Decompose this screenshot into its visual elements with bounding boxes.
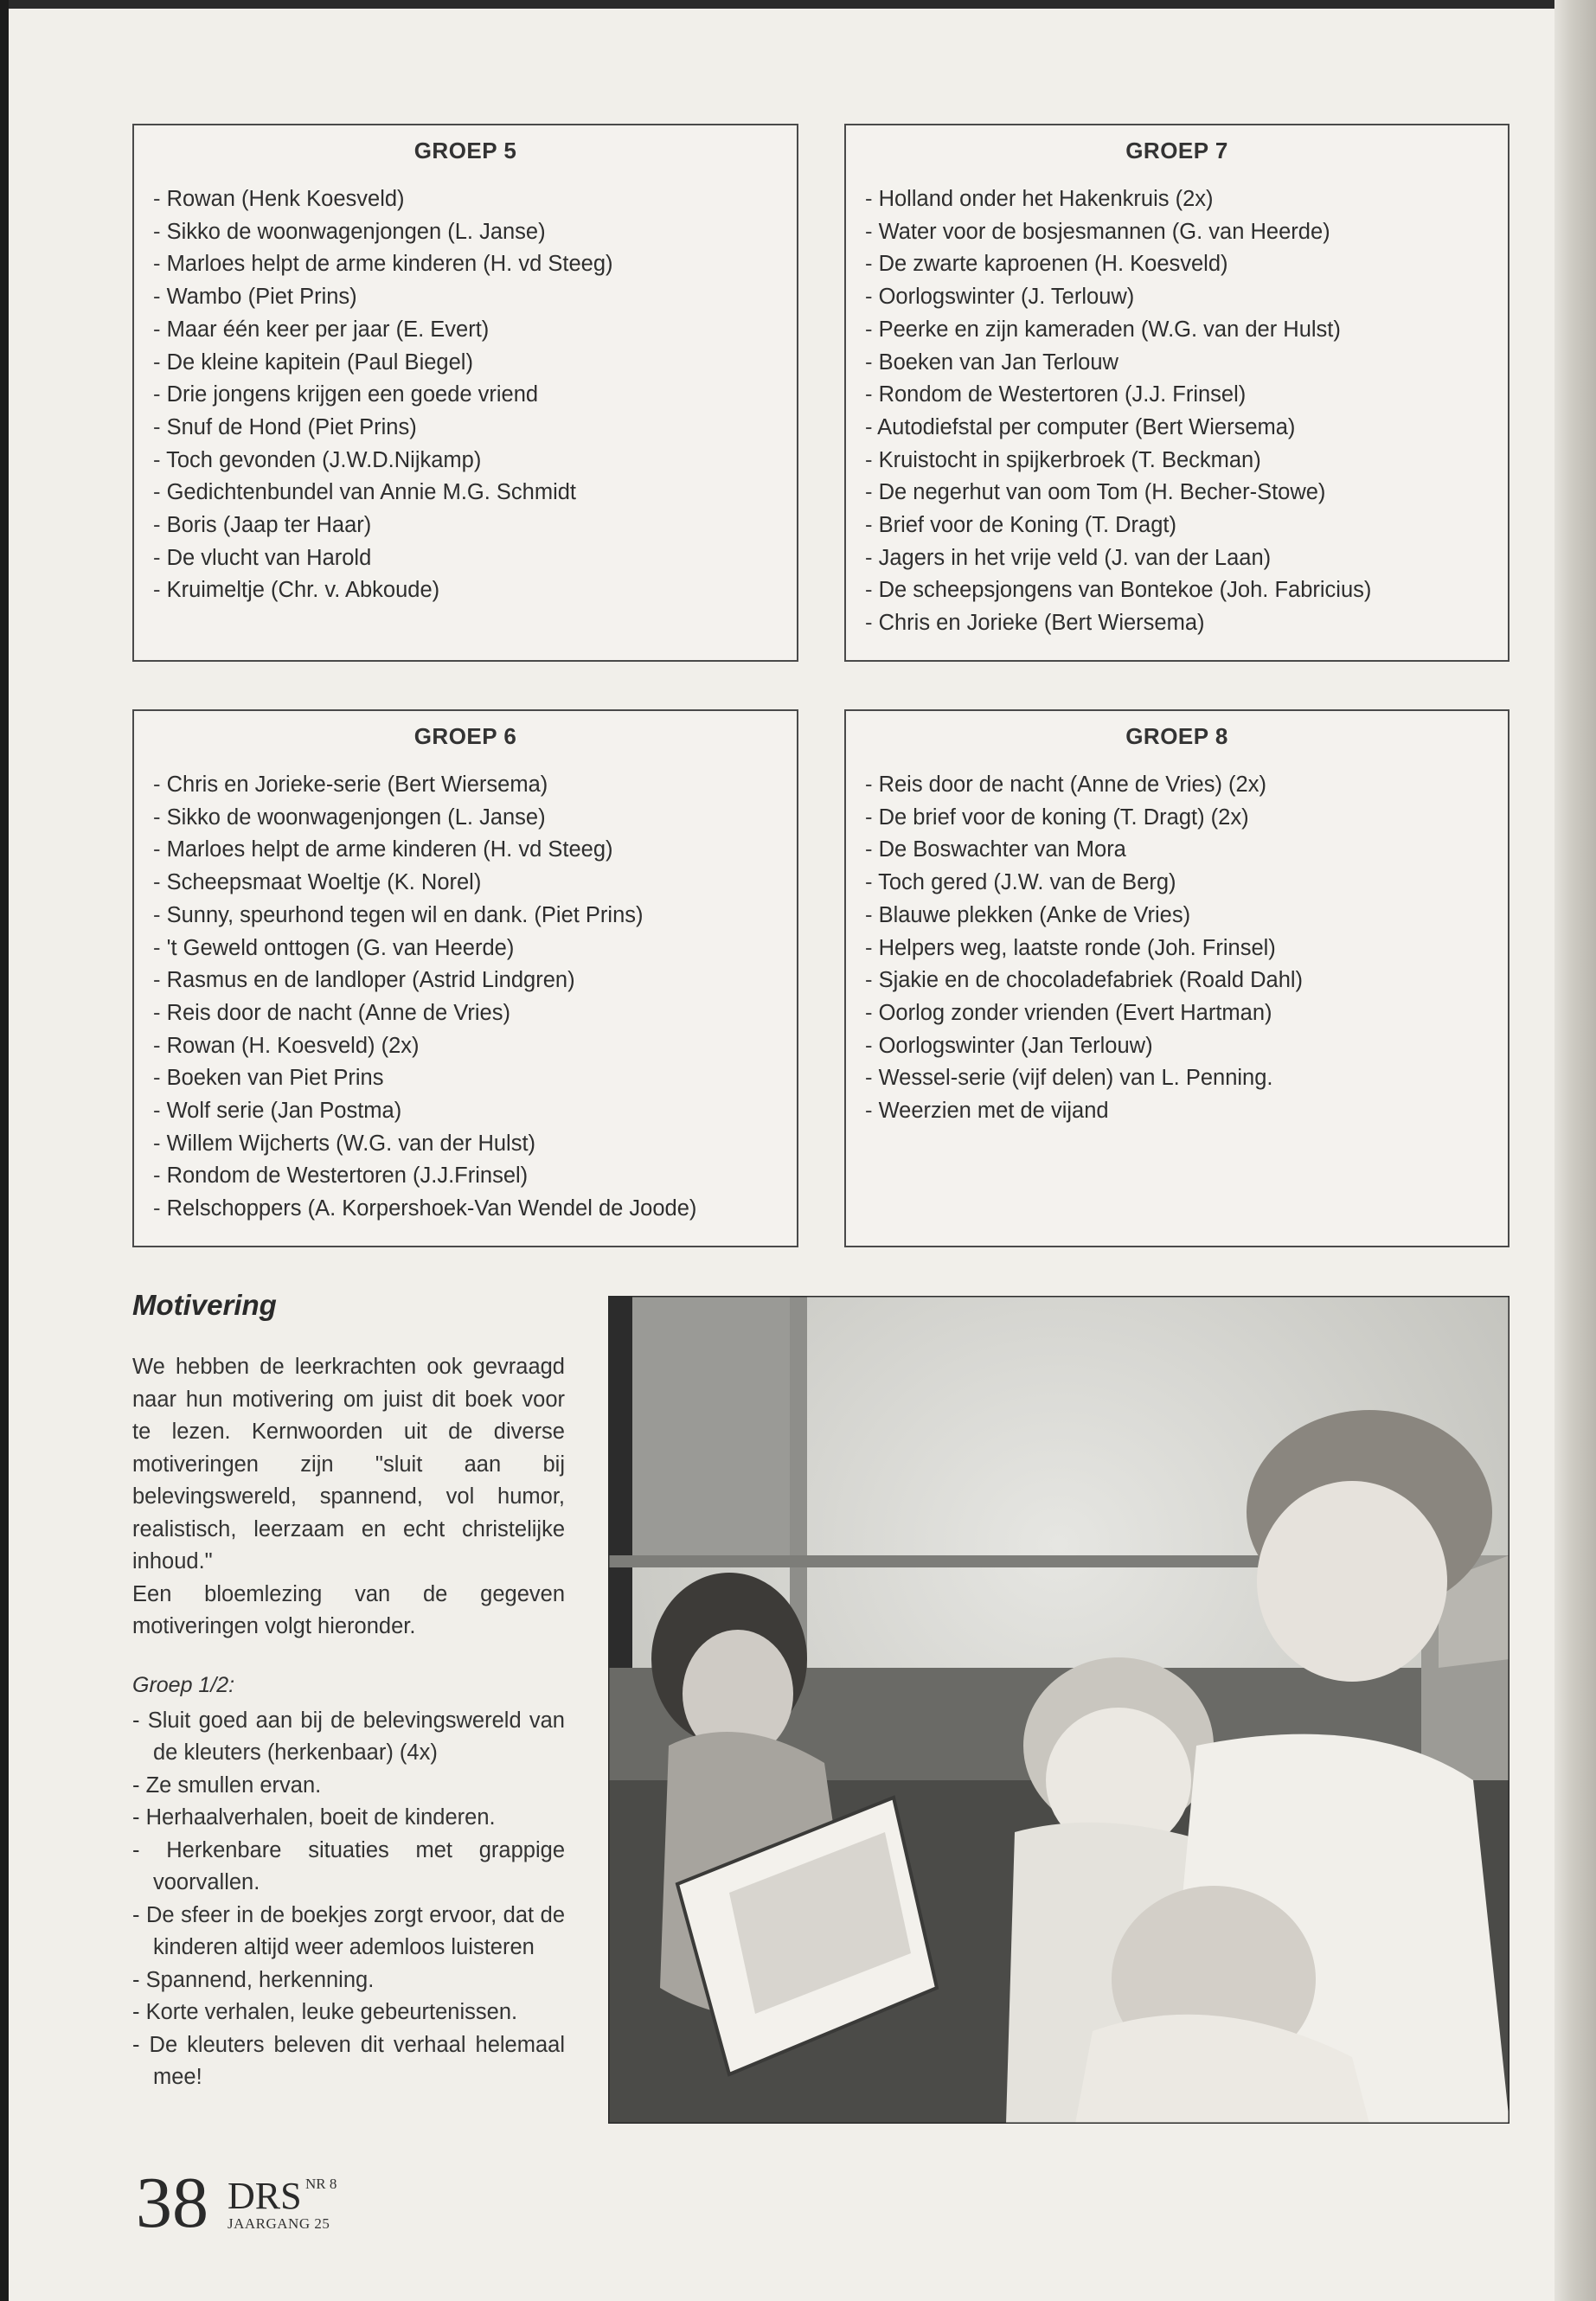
groep5-title: GROEP 5 — [413, 138, 517, 163]
book-item: - Marloes helpt de arme kinderen (H. vd Steeg) — [153, 248, 797, 281]
book-item: - Marloes helpt de arme kinderen (H. vd Steeg) — [153, 834, 797, 867]
issue-number: NR 8 — [305, 2176, 337, 2192]
groep8-title: GROEP 8 — [1125, 723, 1228, 749]
motivering-item: - Korte verhalen, leuke gebeurtenissen. — [132, 1997, 565, 2029]
book-item: - Maar één keer per jaar (E. Evert) — [153, 314, 797, 347]
book-item: - Wolf serie (Jan Postma) — [153, 1095, 797, 1128]
book-item: - Scheepsmaat Woeltje (K. Norel) — [153, 867, 797, 900]
book-item: - Weerzien met de vijand — [865, 1095, 1508, 1128]
book-item: - Rasmus en de landloper (Astrid Lindgren) — [153, 965, 797, 997]
motivering-heading: Motivering — [132, 1289, 277, 1321]
book-item: - Chris en Jorieke-serie (Bert Wiersema) — [153, 769, 797, 802]
book-item: - Snuf de Hond (Piet Prins) — [153, 412, 797, 445]
book-item: - De negerhut van oom Tom (H. Becher-Stowe) — [865, 477, 1508, 510]
book-item: - Toch gevonden (J.W.D.Nijkamp) — [153, 445, 797, 478]
book-item: - Rowan (Henk Koesveld) — [153, 183, 797, 216]
motivering-item: - De sfeer in de boekjes zorgt ervoor, dat de kinderen altijd weer ademloos luisteren — [132, 1900, 565, 1965]
book-item: - Wessel-serie (vijf delen) van L. Penning. — [865, 1062, 1508, 1095]
reading-photo — [608, 1296, 1509, 2124]
book-item: - Sjakie en de chocoladefabriek (Roald Dahl) — [865, 965, 1508, 997]
book-item: - Rondom de Westertoren (J.J.Frinsel) — [153, 1160, 797, 1193]
book-item: - De zwarte kaproenen (H. Koesveld) — [865, 248, 1508, 281]
book-item: - Sikko de woonwagenjongen (L. Janse) — [153, 802, 797, 835]
groep6-title: GROEP 6 — [413, 723, 517, 749]
groep7-title: GROEP 7 — [1125, 138, 1228, 163]
book-item: - Oorlogswinter (J. Terlouw) — [865, 281, 1508, 314]
groep5-box — [132, 124, 798, 662]
book-item: - Brief voor de Koning (T. Dragt) — [865, 510, 1508, 542]
book-item: - Helpers weg, laatste ronde (Joh. Frinsel) — [865, 933, 1508, 965]
motivering-item: - Herkenbare situaties met grappige voorvallen. — [132, 1835, 565, 1900]
book-item: - De Boswachter van Mora — [865, 834, 1508, 867]
book-item: - Jagers in het vrije veld (J. van der Laan) — [865, 542, 1508, 575]
book-item: - Oorlogswinter (Jan Terlouw) — [865, 1030, 1508, 1063]
book-item: - Wambo (Piet Prins) — [153, 281, 797, 314]
groep8-box — [844, 709, 1509, 1247]
groep7-box — [844, 124, 1509, 662]
motivering-intro: We hebben de leerkrachten ook gevraagd naar hun motivering om juist dit boek voor te lezen. Kernwoorden uit de diverse motiveringen zijn "sluit aan bij belevingswereld, spannend, vol humor, realistisch, leerzaam en echt christelijke inhoud." — [132, 1355, 565, 1574]
groep6-box — [132, 709, 798, 1247]
book-item: - Rowan (H. Koesveld) (2x) — [153, 1030, 797, 1063]
groep5-list — [153, 183, 797, 607]
book-item: - Sunny, speurhond tegen wil en dank. (Piet Prins) — [153, 900, 797, 933]
motivering-item: - Sluit goed aan bij de belevingswereld van de kleuters (herkenbaar) (4x) — [132, 1705, 565, 1770]
book-item: - De vlucht van Harold — [153, 542, 797, 575]
book-item: - Boeken van Piet Prins — [153, 1062, 797, 1095]
groep7-list — [865, 183, 1508, 640]
motivering-section — [132, 1289, 565, 2094]
book-item: - Gedichtenbundel van Annie M.G. Schmidt — [153, 477, 797, 510]
book-item: - De scheepsjongens van Bontekoe (Joh. Fabricius) — [865, 574, 1508, 607]
book-item: - Sikko de woonwagenjongen (L. Janse) — [153, 216, 797, 249]
book-item: - Reis door de nacht (Anne de Vries) (2x) — [865, 769, 1508, 802]
book-item: - Kruimeltje (Chr. v. Abkoude) — [153, 574, 797, 607]
page-number: 38 — [136, 2163, 208, 2243]
motivering-subheading: Groep 1/2: — [132, 1672, 235, 1697]
book-item: - Rondom de Westertoren (J.J. Frinsel) — [865, 379, 1508, 412]
book-item: - Autodiefstal per computer (Bert Wiersema) — [865, 412, 1508, 445]
book-item: - Peerke en zijn kameraden (W.G. van der Hulst) — [865, 314, 1508, 347]
book-item: - Willem Wijcherts (W.G. van der Hulst) — [153, 1128, 797, 1161]
book-item: - Reis door de nacht (Anne de Vries) — [153, 997, 797, 1030]
motivering-intro2: Een bloemlezing van de gegeven motiveringen volgt hieronder. — [132, 1581, 565, 1638]
book-item: - Holland onder het Hakenkruis (2x) — [865, 183, 1508, 216]
book-item: - Chris en Jorieke (Bert Wiersema) — [865, 607, 1508, 640]
book-item: - De kleine kapitein (Paul Biegel) — [153, 347, 797, 380]
page-left-edge — [0, 0, 9, 2301]
groep8-list — [865, 769, 1508, 1128]
book-item: - Boris (Jaap ter Haar) — [153, 510, 797, 542]
book-item: - Boeken van Jan Terlouw — [865, 347, 1508, 380]
motivering-list — [132, 1705, 565, 2094]
volume-label: JAARGANG 25 — [228, 2215, 330, 2232]
book-item: - 't Geweld onttogen (G. van Heerde) — [153, 933, 797, 965]
book-item: - Water voor de bosjesmannen (G. van Heerde) — [865, 216, 1508, 249]
motivering-item: - Herhaalverhalen, boeit de kinderen. — [132, 1802, 565, 1835]
book-item: - Oorlog zonder vrienden (Evert Hartman) — [865, 997, 1508, 1030]
book-item: - Relschoppers (A. Korpershoek-Van Wendel de Joode) — [153, 1193, 797, 1226]
book-item: - Blauwe plekken (Anke de Vries) — [865, 900, 1508, 933]
motivering-item: - Spannend, herkenning. — [132, 1965, 565, 1997]
page-right-edge — [1554, 0, 1596, 2301]
book-item: - Toch gered (J.W. van de Berg) — [865, 867, 1508, 900]
motivering-item: - De kleuters beleven dit verhaal helemaal mee! — [132, 2029, 565, 2094]
groep6-list — [153, 769, 797, 1226]
magazine-name: DRS — [228, 2175, 302, 2217]
book-item: - Drie jongens krijgen een goede vriend — [153, 379, 797, 412]
motivering-item: - Ze smullen ervan. — [132, 1770, 565, 1803]
book-item: - Kruistocht in spijkerbroek (T. Beckman) — [865, 445, 1508, 478]
book-item: - De brief voor de koning (T. Dragt) (2x) — [865, 802, 1508, 835]
page-top-edge — [0, 0, 1596, 9]
